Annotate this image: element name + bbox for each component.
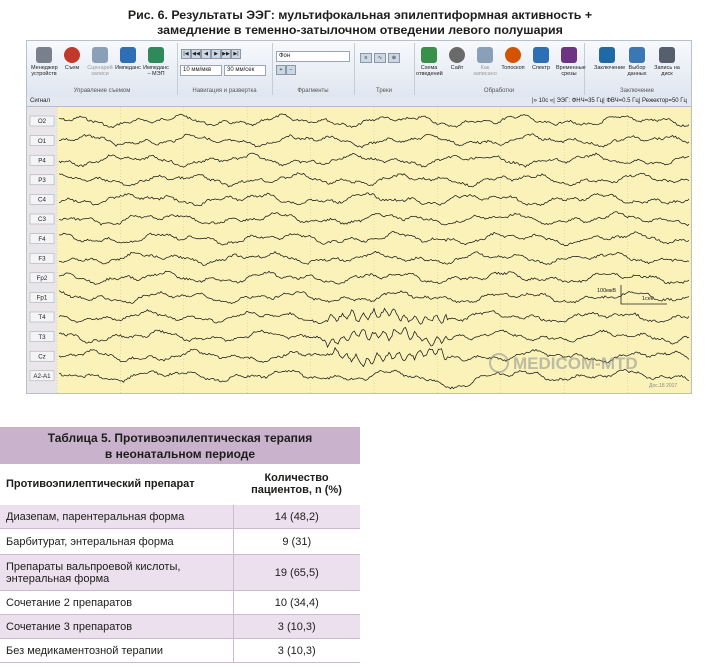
header-drug: Противоэпилептический препарат [0,464,233,505]
spectrum-button[interactable]: Спектр [528,47,554,71]
time-slices-button[interactable]: Временные срезы [556,47,582,77]
sweep-speed-select[interactable]: 30 мм/сек [224,65,266,76]
therapy-table [0,464,360,663]
ribbon-group-label: Треки [376,88,392,94]
amplitude-scale-label: 100мкВ [597,288,617,294]
ribbon-group-label: Управление съемом [73,88,131,94]
eeg-trace-plot[interactable] [27,107,691,393]
header-count-line1: Количество [264,472,329,484]
channel-label: P4 [38,157,46,165]
table-row [0,639,360,663]
table-title-line1: Таблица 5. Противоэпилептическая терапия [47,431,313,445]
site-button[interactable]: Сайт [444,47,470,71]
watermark-logo [490,354,638,373]
ribbon-group-processing [414,43,585,95]
channel-label: P3 [38,177,46,184]
table-title [0,427,360,464]
drug-cell: Без медикаментозной терапии [0,639,233,663]
ribbon-toolbar [27,41,691,98]
watermark-text: MEDICOM-MTD [513,354,638,373]
nav-next-button[interactable]: ▶ [211,49,221,59]
therapy-table-block [0,427,360,663]
ribbon-group-navigation [177,43,273,95]
channel-label: Fp2 [36,275,48,282]
drug-cell: Диазепам, парентеральная форма [0,505,233,529]
record-icon [64,47,80,63]
fragment-remove-button[interactable]: − [286,65,296,75]
antenna-icon [36,47,52,63]
table-row [0,529,360,555]
channel-label: O1 [37,137,47,145]
table-row [0,505,360,529]
filter-status: |» 10с «| ЭЭГ: ФНЧ=35 Гц| ФВЧ=0.5 Гц| Режектор=50 Гц [532,98,687,104]
fragment-add-button[interactable]: + [276,65,286,75]
drug-cell: Препараты вальпроевой кислоты, энтеральная форма [0,555,233,591]
drug-cell: Сочетание 2 препаратов [0,591,233,615]
track-tool-button[interactable]: ⊕ [388,53,400,63]
table-row [0,591,360,615]
conclusion-button[interactable]: Заключение [594,47,620,71]
nav-first-button[interactable]: |◀ [181,49,191,59]
channel-label: Cz [38,353,46,361]
table-header-row [0,464,360,505]
count-cell: 3 (10,3) [233,615,360,639]
site-icon [449,47,465,63]
channel-label: F3 [38,255,46,263]
signal-status-bar [27,97,691,107]
toposcope-button[interactable]: Топоскоп [500,47,526,71]
table-row [0,555,360,591]
impedance-button[interactable]: Импеданс [115,47,141,71]
date-stamp: Дос.18 2017 [649,383,678,389]
signal-label: Сигнал [30,98,51,104]
figure-title-line2: замедление в теменно-затылочном отведении левого полушария [157,23,563,37]
count-cell: 3 (10,3) [233,639,360,663]
save-to-disk-button[interactable]: Запись на диск [654,47,680,77]
channel-label: C4 [38,196,46,204]
headphones-icon [148,47,164,63]
ribbon-group-label: Обработки [483,88,515,94]
track-tool-button[interactable]: ≡ [360,53,372,63]
count-cell: 19 (65,5) [233,555,360,591]
record-script-button[interactable]: Сценарий записи [87,47,113,77]
record-button[interactable]: Съем [59,47,85,71]
channel-label: C3 [38,216,46,224]
table-row [0,615,360,639]
count-cell: 14 (48,2) [233,505,360,529]
table-title-line2: в неонатальном периоде [104,447,256,461]
ribbon-group-fragments [272,43,355,95]
conclusion-icon [599,47,615,63]
channel-label: T3 [38,333,46,341]
time-scale-label: 1сек [642,296,654,302]
header-count-line2: пациентов, n (%) [251,484,342,496]
device-manager-button[interactable]: Менеджер устройств [31,47,57,77]
time-slice-icon [561,47,577,63]
channel-label: F4 [38,235,46,243]
sensitivity-select[interactable]: 10 мм/мкв [180,65,222,76]
channel-label: Fp1 [36,294,48,302]
nav-last-button[interactable]: ▶| [231,49,241,59]
drug-cell: Барбитурат, энтеральная форма [0,529,233,555]
montage-icon [421,47,437,63]
track-tool-button[interactable]: ∿ [374,53,386,63]
disk-icon [659,47,675,63]
eeg-app-window [26,40,692,394]
ribbon-group-label: Заключение [620,88,654,94]
fragment-select[interactable]: Фон [276,51,350,62]
data-select-button[interactable]: Выбор данных [624,47,650,77]
toposcope-icon [505,47,521,63]
headphones-icon [120,47,136,63]
nav-prev-page-button[interactable]: ◀◀ [192,51,200,57]
as-recorded-button[interactable]: Как записано [472,47,498,77]
ribbon-group-tracks [354,43,415,95]
data-select-icon [629,47,645,63]
count-cell: 10 (34,4) [233,591,360,615]
channel-label: O2 [37,118,47,126]
count-cell: 9 (31) [233,529,360,555]
figure-title-line1: Рис. 6. Результаты ЭЭГ: мультифокальная эпилептиформная активность + [127,8,593,22]
drug-cell: Сочетание 3 препаратов [0,615,233,639]
ribbon-group-conclusion [584,43,690,95]
ribbon-group-label: Навигация и развертка [192,88,257,94]
nav-next-page-button[interactable]: ▶▶ [222,51,230,57]
as-recorded-icon [477,47,493,63]
ribbon-group-acquisition [27,43,178,95]
montage-button[interactable]: Схема отведений [416,47,442,77]
nav-prev-button[interactable]: ◀ [201,49,211,59]
impedance-mep-button[interactable]: Импеданс – МЭП [143,47,169,77]
channel-label: T4 [38,314,46,322]
channel-label: A2-A1 [33,373,51,380]
spectrum-icon [533,47,549,63]
ribbon-group-label: Фрагменты [297,88,329,94]
script-icon [92,47,108,63]
figure-title [60,8,660,38]
header-count [233,464,360,505]
